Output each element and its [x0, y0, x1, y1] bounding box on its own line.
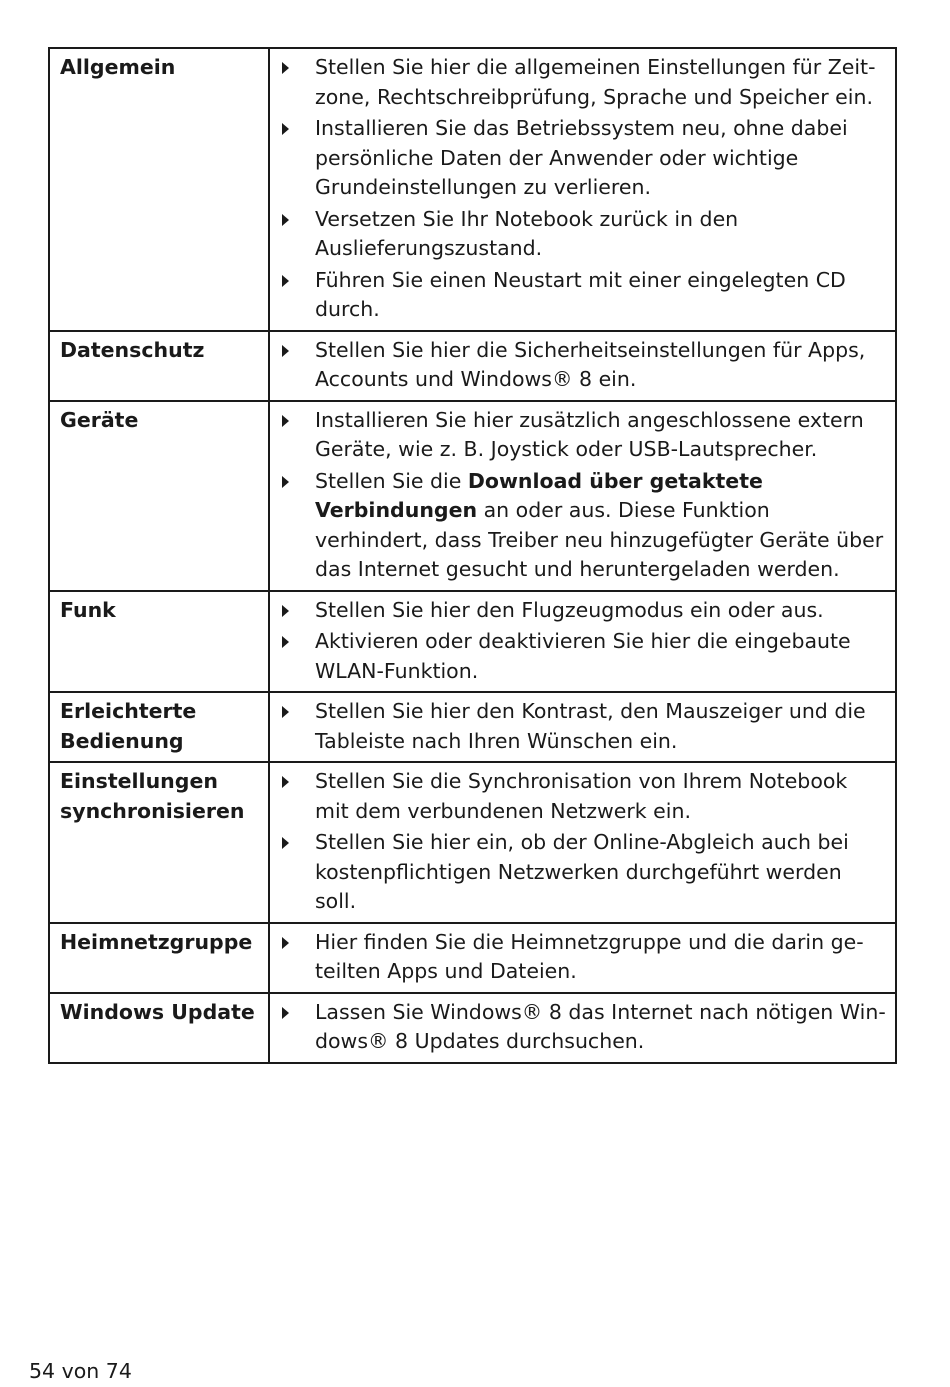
settings-table: [48, 47, 897, 1064]
item-text: Führen Sie einen Neustart mit einer eingelegten CD durch.: [315, 267, 846, 321]
row-label: Erleichterte Bedienung: [49, 692, 269, 762]
triangle-right-icon: [282, 123, 289, 135]
item-text: Stellen Sie hier den Flugzeugmodus ein oder aus.: [315, 597, 824, 622]
list-item: [278, 828, 887, 917]
row-description: [269, 591, 896, 693]
list-item: [278, 406, 887, 465]
table-row: [49, 591, 896, 693]
row-label: Heimnetzgruppe: [49, 923, 269, 993]
item-text-emphasis: Download über getaktete Verbindungen: [315, 468, 763, 522]
item-text: Stellen Sie hier die Sicherheitseinstellungen für Apps, Accounts und Windows® 8 ein.: [315, 337, 866, 391]
list-item: [278, 998, 887, 1057]
item-text: Installieren Sie hier zusätzlich angeschlossene extern Geräte, wie z. B. Joystick oder USB-Lautsprecher.: [315, 407, 864, 461]
table-row: [49, 401, 896, 591]
item-text: Stellen Sie hier die allgemeinen Einstellungen für Zeitzone, Rechtschreibprüfung, Sprache und Speicher ein.: [315, 55, 876, 109]
triangle-right-icon: [282, 1007, 289, 1019]
item-text: Stellen Sie die: [315, 468, 468, 493]
item-text: Hier finden Sie die Heimnetzgruppe und die darin geteilten Apps und Dateien.: [315, 929, 864, 983]
triangle-right-icon: [282, 476, 289, 488]
table-row: [49, 762, 896, 923]
row-label: Einstellungen synchronisieren: [49, 762, 269, 923]
item-text: Stellen Sie hier ein, ob der Online-Abgleich auch bei kostenpflichtigen Netzwerken durchgeführt werden soll.: [315, 830, 849, 913]
list-item: [278, 596, 887, 626]
row-description: [269, 923, 896, 993]
list-item: [278, 53, 887, 112]
list-item: [278, 627, 887, 686]
item-text: Lassen Sie Windows® 8 das Internet nach nötigen Windows® 8 Updates durchsuchen.: [315, 999, 886, 1053]
triangle-right-icon: [282, 345, 289, 357]
list-item: [278, 928, 887, 987]
triangle-right-icon: [282, 62, 289, 74]
triangle-right-icon: [282, 706, 289, 718]
row-label: Geräte: [49, 401, 269, 591]
row-description: [269, 692, 896, 762]
list-item: [278, 205, 887, 264]
item-text: Stellen Sie die Synchronisation von Ihrem Notebook mit dem verbundenen Netzwerk ein.: [315, 769, 848, 823]
row-label: Allgemein: [49, 48, 269, 331]
item-text: an oder aus. Diese Funktion verhindert, dass Treiber neu hinzugefügter Geräte über das Internet gesucht und heruntergeladen werden.: [315, 498, 884, 581]
table-row: [49, 993, 896, 1063]
item-text: Versetzen Sie Ihr Notebook zurück in den Auslieferungszustand.: [315, 206, 739, 260]
triangle-right-icon: [282, 415, 289, 427]
triangle-right-icon: [282, 937, 289, 949]
row-label: Funk: [49, 591, 269, 693]
triangle-right-icon: [282, 214, 289, 226]
table-row: [49, 48, 896, 331]
page-number: 54 von 74: [29, 1359, 132, 1383]
item-text: Installieren Sie das Betriebssystem neu, ohne dabei persönliche Daten der Anwender oder wichtige Grundeinstellungen zu verlieren.: [315, 116, 848, 199]
row-label: Datenschutz: [49, 331, 269, 401]
row-label: Windows Update: [49, 993, 269, 1063]
triangle-right-icon: [282, 636, 289, 648]
table-row: [49, 331, 896, 401]
row-description: [269, 993, 896, 1063]
triangle-right-icon: [282, 605, 289, 617]
list-item: [278, 467, 887, 585]
row-description: [269, 762, 896, 923]
table-row: [49, 692, 896, 762]
list-item: [278, 767, 887, 826]
item-text: Stellen Sie hier den Kontrast, den Mauszeiger und die Tableiste nach Ihren Wünschen ein.: [315, 699, 866, 753]
triangle-right-icon: [282, 275, 289, 287]
triangle-right-icon: [282, 837, 289, 849]
list-item: [278, 266, 887, 325]
settings-table-body: [49, 48, 896, 1063]
item-text: Aktivieren oder deaktivieren Sie hier die eingebaute WLAN-Funktion.: [315, 629, 851, 683]
triangle-right-icon: [282, 776, 289, 788]
list-item: [278, 697, 887, 756]
list-item: [278, 114, 887, 203]
row-description: [269, 401, 896, 591]
row-description: [269, 48, 896, 331]
table-row: [49, 923, 896, 993]
list-item: [278, 336, 887, 395]
row-description: [269, 331, 896, 401]
